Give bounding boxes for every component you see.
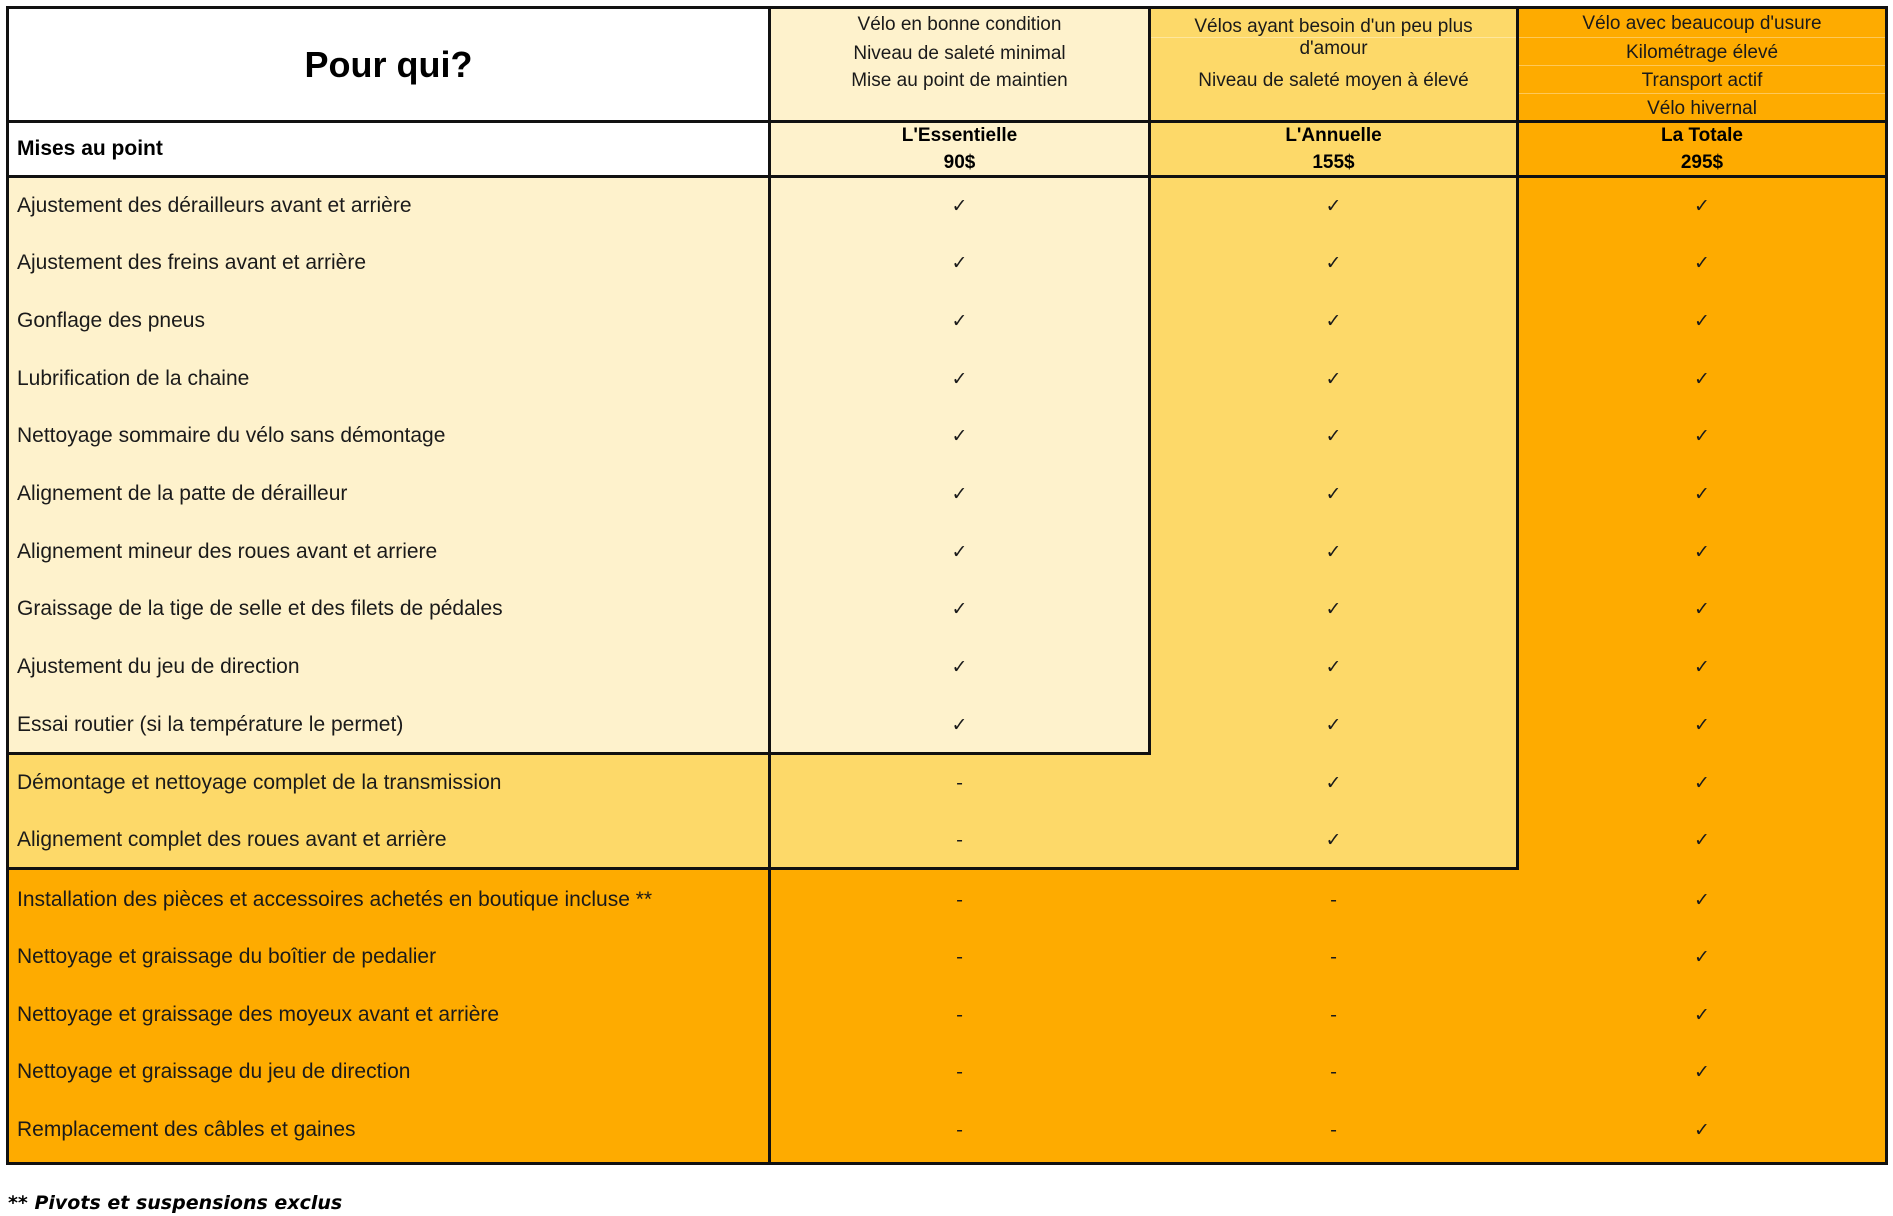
service-row-label: Alignement mineur des roues avant et arriere xyxy=(17,539,438,563)
service-row-label: Lubrification de la chaine xyxy=(17,366,250,390)
plan-essentielle-header xyxy=(771,123,1148,175)
not-included-dash: - xyxy=(956,1061,963,1084)
included-check-mark: ✓ xyxy=(1325,483,1342,505)
not-included-dash: - xyxy=(956,1118,963,1141)
for-who-line: Mise au point de maintien xyxy=(851,70,1068,91)
not-included-dash: - xyxy=(1330,1003,1337,1026)
included-check-mark: ✓ xyxy=(1325,194,1342,217)
for-who-line: Vélos ayant besoin d'un peu plus xyxy=(1194,16,1473,37)
included-check-mark: ✓ xyxy=(1325,252,1342,275)
plan-name: La Totale xyxy=(1661,125,1743,146)
included-check-mark: ✓ xyxy=(1325,713,1342,736)
service-row-label: Nettoyage et graissage du jeu de direction xyxy=(17,1060,411,1084)
footnote: ** Pivots et suspensions exclus xyxy=(8,1192,343,1214)
included-check-mark: ✓ xyxy=(951,367,968,390)
for-who-line: Niveau de saleté moyen à élevé xyxy=(1198,70,1469,91)
included-check-mark: ✓ xyxy=(1694,194,1710,217)
included-check-mark: ✓ xyxy=(951,425,968,448)
included-check-mark: ✓ xyxy=(1325,425,1342,448)
not-included-dash: - xyxy=(1330,946,1337,969)
not-included-dash: - xyxy=(956,771,963,794)
plan-price: 295$ xyxy=(1680,152,1724,173)
included-check-mark: ✓ xyxy=(1325,829,1342,852)
not-included-dash: - xyxy=(956,829,963,852)
not-included-dash: - xyxy=(1330,1061,1337,1084)
included-check-mark: ✓ xyxy=(1325,771,1342,794)
page-title: Pour qui? xyxy=(304,43,473,85)
included-check-mark: ✓ xyxy=(1325,598,1342,621)
for-who-line: Niveau de saleté minimal xyxy=(853,43,1066,64)
included-check-mark: ✓ xyxy=(1694,598,1710,621)
for-who-line: Vélo en bonne condition xyxy=(857,14,1062,35)
included-check-mark: ✓ xyxy=(1694,425,1710,448)
plan-annuelle-header xyxy=(1151,123,1516,175)
service-row-label: Nettoyage sommaire du vélo sans démontage xyxy=(17,424,446,448)
included-check-mark: ✓ xyxy=(1694,483,1710,505)
included-check-mark: ✓ xyxy=(951,309,968,332)
service-row-label: Nettoyage et graissage des moyeux avant et arrière xyxy=(17,1002,500,1026)
included-check-mark: ✓ xyxy=(1694,1118,1710,1141)
included-check-mark: ✓ xyxy=(1694,713,1710,736)
not-included-dash: - xyxy=(1330,888,1337,911)
service-row-label: Remplacement des câbles et gaines xyxy=(17,1117,356,1141)
for-who-totale xyxy=(1519,9,1885,120)
included-check-mark: ✓ xyxy=(1694,829,1710,852)
service-row-label: Gonflage des pneus xyxy=(17,308,205,332)
not-included-dash: - xyxy=(1330,1118,1337,1141)
not-included-dash: - xyxy=(956,888,963,911)
service-row-label: Ajustement des freins avant et arrière xyxy=(17,251,367,275)
not-included-dash: - xyxy=(956,1003,963,1026)
included-check-mark: ✓ xyxy=(1694,540,1710,563)
service-row-label: Nettoyage et graissage du boîtier de pedalier xyxy=(17,945,437,969)
included-check-mark: ✓ xyxy=(1325,367,1342,390)
for-who-line: Transport actif xyxy=(1641,70,1763,91)
service-row-label: Alignement de la patte de dérailleur xyxy=(17,482,348,505)
plan-totale-header xyxy=(1519,123,1885,175)
service-row-label: Essai routier (si la température le permet) xyxy=(17,712,404,736)
service-row-label: Ajustement des dérailleurs avant et arrière xyxy=(17,193,412,217)
included-check-mark: ✓ xyxy=(951,598,968,621)
included-check-mark: ✓ xyxy=(951,252,968,275)
service-row-label: Graissage de la tige de selle et des filets de pédales xyxy=(17,597,503,621)
included-check-mark: ✓ xyxy=(951,194,968,217)
included-check-mark: ✓ xyxy=(1694,1061,1710,1084)
included-check-mark: ✓ xyxy=(1694,656,1710,679)
section-label: Mises au point xyxy=(17,137,163,160)
included-check-mark: ✓ xyxy=(1325,656,1342,679)
for-who-line: d'amour xyxy=(1299,38,1368,59)
for-who-line: Kilométrage élevé xyxy=(1625,42,1779,63)
included-check-mark: ✓ xyxy=(1694,771,1710,794)
included-check-mark: ✓ xyxy=(1694,309,1710,332)
plan-name: L'Essentielle xyxy=(901,125,1018,146)
plan-price: 90$ xyxy=(943,152,976,173)
included-check-mark: ✓ xyxy=(951,540,968,563)
service-row-label: Alignement complet des roues avant et arrière xyxy=(17,828,447,852)
included-check-mark: ✓ xyxy=(1325,309,1342,332)
for-who-annuelle xyxy=(1151,9,1516,120)
plan-name: L'Annuelle xyxy=(1285,125,1382,146)
for-who-essentielle xyxy=(771,9,1148,120)
service-row-label: Installation des pièces et accessoires achetés en boutique incluse ** xyxy=(17,887,653,911)
for-who-line: Vélo hivernal xyxy=(1647,98,1757,119)
plan-price: 155$ xyxy=(1312,152,1355,173)
included-check-mark: ✓ xyxy=(951,656,968,679)
included-check-mark: ✓ xyxy=(1694,888,1710,911)
service-row-label: Démontage et nettoyage complet de la transmission xyxy=(17,770,502,794)
included-check-mark: ✓ xyxy=(1694,367,1710,390)
service-row-label: Ajustement du jeu de direction xyxy=(17,655,300,679)
for-who-line: Vélo avec beaucoup d'usure xyxy=(1582,13,1822,34)
included-check-mark: ✓ xyxy=(1325,540,1342,563)
included-check-mark: ✓ xyxy=(951,713,968,736)
not-included-dash: - xyxy=(956,946,963,969)
included-check-mark: ✓ xyxy=(1694,252,1710,275)
included-check-mark: ✓ xyxy=(1694,1003,1710,1026)
included-check-mark: ✓ xyxy=(951,483,968,505)
included-check-mark: ✓ xyxy=(1694,946,1710,969)
